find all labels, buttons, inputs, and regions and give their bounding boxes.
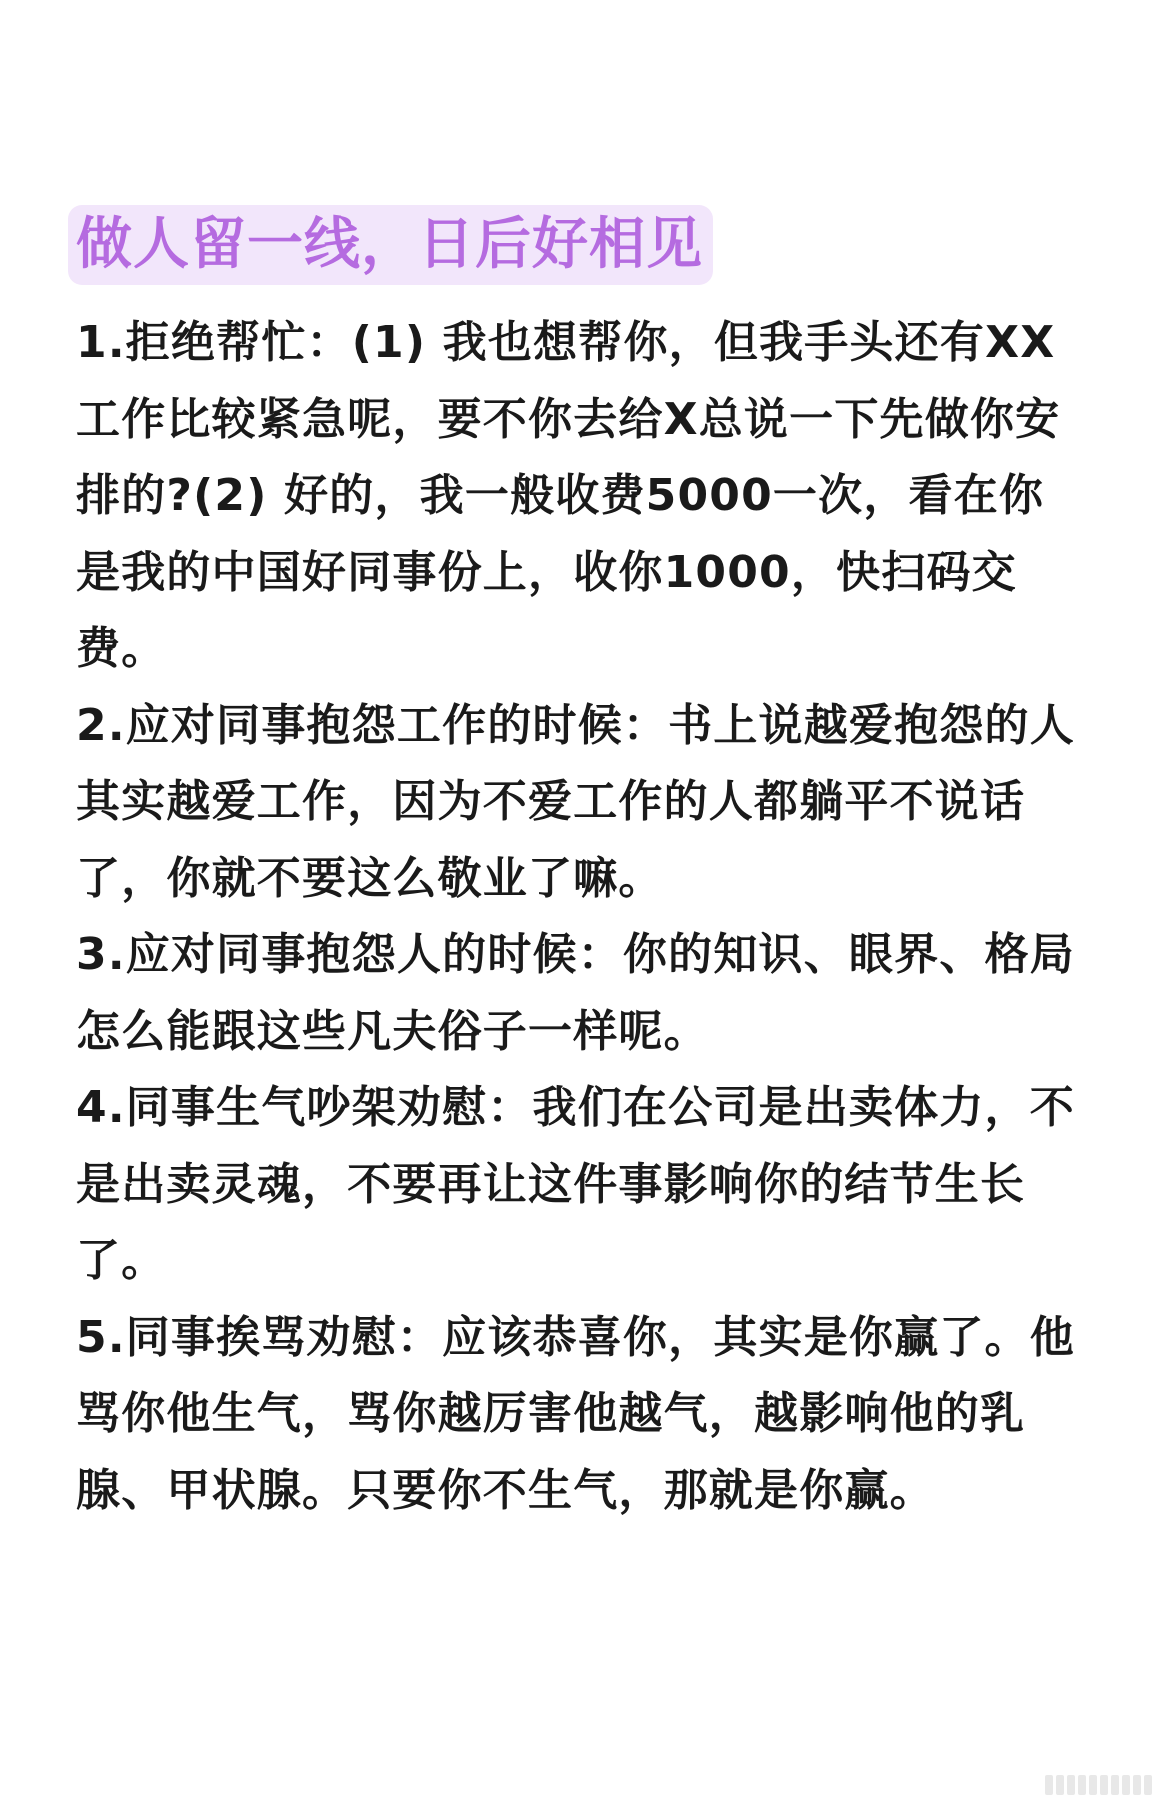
tip-item-2: 2.应对同事抱怨工作的时候：书上说越爱抱怨的人其实越爱工作，因为不爱工作的人都躺平不说话了，你就不要这么敬业了嘛。 bbox=[76, 699, 1075, 904]
tips-list bbox=[76, 305, 1086, 1529]
tip-item-3: 3.应对同事抱怨人的时候：你的知识、眼界、格局怎么能跟这些凡夫俗子一样呢。 bbox=[76, 929, 1075, 1057]
title-highlight bbox=[68, 205, 713, 285]
watermark-bars bbox=[1032, 1773, 1152, 1797]
tip-item-4: 4.同事生气吵架劝慰：我们在公司是出卖体力，不是出卖灵魂，不要再让这件事影响你的结节生长了。 bbox=[76, 1082, 1075, 1286]
tip-item-1: 1.拒绝帮忙：(1) 我也想帮你，但我手头还有XX工作比较紧急呢，要不你去给X总说一下先做你安排的?(2) 好的，我一般收费5000一次，看在你是我的中国好同事份上，收你1000，快扫码交费。 bbox=[76, 317, 1061, 674]
tip-item-5: 5.同事挨骂劝慰：应该恭喜你，其实是你赢了。他骂你他生气，骂你越厉害他越气，越影响他的乳腺、甲状腺。只要你不生气，那就是你赢。 bbox=[76, 1311, 1075, 1516]
page-title: 做人留一线，日后好相见 bbox=[76, 212, 703, 277]
